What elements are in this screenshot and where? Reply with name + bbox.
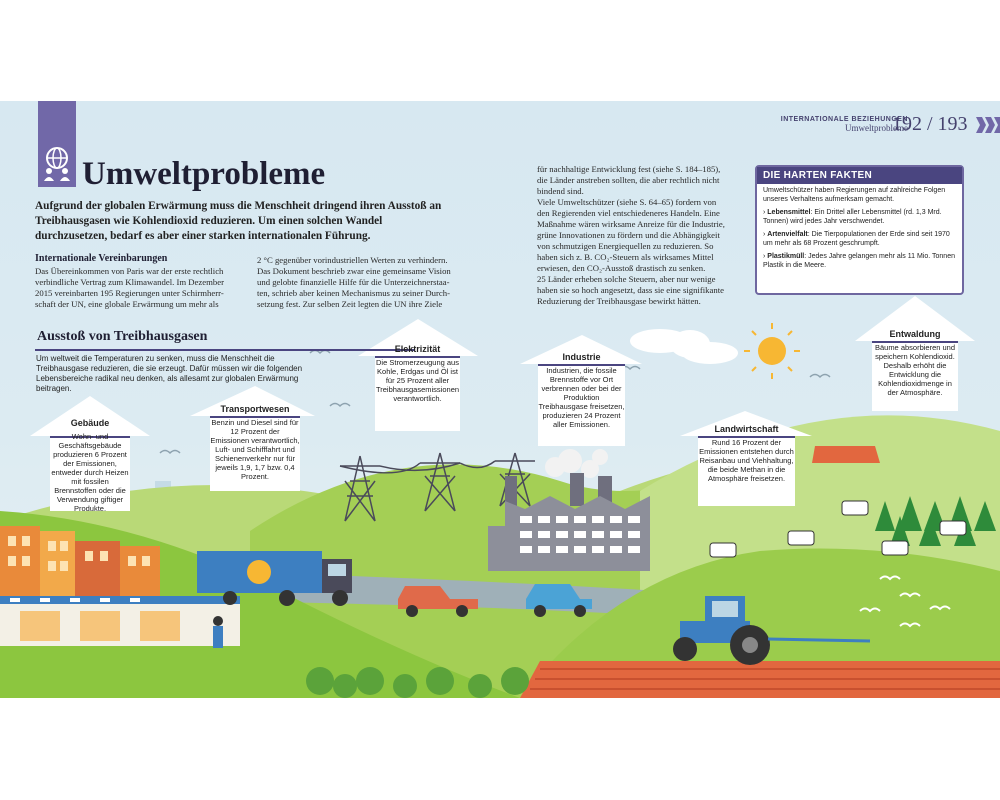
- sector-text: Benzin und Diesel sind für 12 Prozent der Emissionen verantwortlich, Luft- und Schifffahrt und Schienenverkehr nur für jeweils 1,9, 1,7 bzw. 0,4 Prozent.: [210, 418, 300, 481]
- text-line: ten, schrieb aber keinen Mechanismus zu seiner Durch-: [257, 288, 450, 298]
- page-numbers: 192 / 193: [892, 113, 968, 135]
- hard-facts-box: [755, 165, 964, 295]
- text-line: und gelobte finanzielle Hilfe für die Unterzeichnerstaa-: [257, 277, 450, 287]
- text-line: Das Dokument beschrieb zwar eine gemeinsame Vision: [257, 266, 451, 276]
- fact-text: : Jedes Jahre gelangen mehr als 11 Mio. Tonnen Plastik in die Meere.: [763, 253, 955, 269]
- emissions-heading: Ausstoß von Treibhausgasen: [37, 329, 208, 344]
- fact-label: Lebensmittel: [767, 209, 811, 216]
- fact-text: : Die Tierpopulationen der Erde sind seit 1970 um mehr als 68 Prozent geschrumpft.: [763, 231, 950, 247]
- text-line: Reduzierung der Treibhausgase bewirkt hätten.: [537, 296, 701, 306]
- agreements-heading: Internationale Vereinbarungen: [35, 253, 168, 264]
- running-header: [781, 116, 908, 133]
- text-line: erwiesen, den CO₂-Ausstoß drastisch zu senken.: [537, 263, 706, 273]
- fact-label: Plastikmüll: [767, 253, 805, 260]
- sector-name: Elektrizität: [394, 344, 441, 354]
- sector-electricity: [375, 345, 460, 403]
- facts-intro: Umweltschützer haben Regierungen auf zahlreiche Folgen unseres Verhaltens aufmerksam gemacht.: [763, 187, 946, 203]
- sector-name: Landwirtschaft: [714, 424, 779, 434]
- page-spread: [0, 101, 1000, 698]
- sector-text: Industrien, die fossile Brennstoffe vor Ort verbrennen oder bei der Produktion Treibhausgase freisetzen, produzieren 24 Prozent aller Emissionen.: [538, 366, 625, 429]
- globe-people-icon: [38, 143, 76, 183]
- text-line: haben sich z. B. CO₂-Steuern als wirksames Mittel: [537, 252, 714, 262]
- page-marker-icon: [976, 117, 1000, 133]
- column-2: [257, 255, 472, 310]
- sector-deforestation: [872, 330, 958, 397]
- text-line: verbindliche Vertrag zum Klimawandel. Im Dezember: [35, 277, 224, 287]
- lead-paragraph: Aufgrund der globalen Erwärmung muss die Menschheit dringend ihren Ausstoß an Treibhausgasen wie Kohlendioxid reduzieren. Um einen solchen Wandel durchzusetzen, bedarf es aber einer starken internationalen Führung.: [35, 200, 442, 242]
- text-line: bindend sind.: [537, 186, 584, 196]
- column-3: [537, 164, 752, 307]
- sector-buildings: [50, 419, 130, 513]
- fact-item: › Artenvielfalt: Die Tierpopulationen der Erde sind seit 1970 um mehr als 68 Prozent geschrumpft.: [763, 231, 950, 247]
- text-line: 2015 vereinbarten 195 Regierungen unter Schirmherr-: [35, 288, 224, 298]
- text-line: Das Übereinkommen von Paris war der erste rechtlich: [35, 266, 224, 276]
- facts-title: DIE HARTEN FAKTEN: [757, 167, 962, 184]
- text-line: 25 Länder erheben solche Steuern, aber nur wenige: [537, 274, 716, 284]
- emissions-intro: Um weltweit die Temperaturen zu senken, muss die Menschheit die Treibhausgase reduzieren, die sie erzeugt. Dafür müssen wir die folgenden Lebensbereiche radikal neu denken, als allesamt zur globalen Erwärmung beitragen.: [36, 354, 303, 393]
- section-name: INTERNATIONALE BEZIEHUNGEN: [780, 116, 908, 123]
- sector-name: Industrie: [562, 352, 601, 362]
- fact-label: Artenvielfalt: [767, 231, 808, 238]
- sector-text: Rund 16 Prozent der Emissionen entstehen durch Reisanbau und Viehhaltung, die beide Methan in die Atmosphäre freisetzen.: [699, 438, 794, 483]
- sector-transport: [210, 405, 300, 481]
- text-line: den Regierenden viel entschiedeneres Handeln. Eine: [537, 208, 720, 218]
- text-line: von schmutzigen Energiequellen zu reduzieren. So: [537, 241, 714, 251]
- chapter-badge: [38, 101, 76, 187]
- sun-icon: [744, 323, 800, 379]
- text-line: setzung fest. Zur selben Zeit legten die UN ihre Ziele: [257, 299, 443, 309]
- fact-text: : Ein Drittel aller Lebensmittel (rd. 1,3 Mrd. Tonnen) wird jedes Jahr verschwendet.: [763, 209, 942, 225]
- text-line: Viele Umweltschützer (siehe S. 64–65) fordern von: [537, 197, 717, 207]
- sector-text: Wohn- und Geschäftsgebäude produzieren 6 Prozent der Emissionen, entweder durch Heizen mit fossilen Brennstoffen oder die Verwendung giftiger Produkte.: [51, 432, 129, 513]
- sector-text: Bäume absorbieren und speichern Kohlendioxid. Deshalb erhöht die Entwicklung die Kohlendioxidmenge in der Atmosphäre.: [874, 343, 956, 397]
- sector-name: Transportwesen: [220, 404, 290, 414]
- text-line: 2 °C gegenüber vorindustriellen Werten zu verhindern.: [257, 255, 448, 265]
- text-line: Maßnahme wären wirksame Anreize für die Industrie,: [537, 219, 725, 229]
- sector-industry: [538, 353, 625, 429]
- heading-rule: [35, 349, 415, 351]
- sector-name: Entwaldung: [889, 329, 941, 339]
- text-line: haben sie so hoch angesetzt, dass sie eine signifikante: [537, 285, 724, 295]
- text-line: für nachhaltige Entwicklung fest (siehe S. 184–185),: [537, 164, 721, 174]
- text-line: schaft der UN, eine globale Erwärmung um mehr als: [35, 299, 219, 309]
- sector-name: Gebäude: [70, 418, 110, 428]
- fact-item: › Plastikmüll: Jedes Jahre gelangen mehr als 11 Mio. Tonnen Plastik in die Meere.: [763, 253, 955, 269]
- sector-text: Die Stromerzeugung aus Kohle, Erdgas und Öl ist für 25 Prozent aller Treibhausgasemissionen verantwortlich.: [375, 358, 460, 403]
- fact-item: › Lebensmittel: Ein Drittel aller Lebensmittel (rd. 1,3 Mrd. Tonnen) wird jedes Jahr verschwendet.: [763, 209, 942, 225]
- page-title: Umweltprobleme: [82, 156, 326, 192]
- text-line: die Länder anstreben sollten, die aber rechtlich nicht: [537, 175, 720, 185]
- column-1: [35, 266, 250, 310]
- subsection-name: Umweltprobleme: [845, 123, 908, 133]
- sector-agriculture: [698, 425, 795, 483]
- text-line: grüne Innovationen zu fördern und die Abhängigkeit: [537, 230, 720, 240]
